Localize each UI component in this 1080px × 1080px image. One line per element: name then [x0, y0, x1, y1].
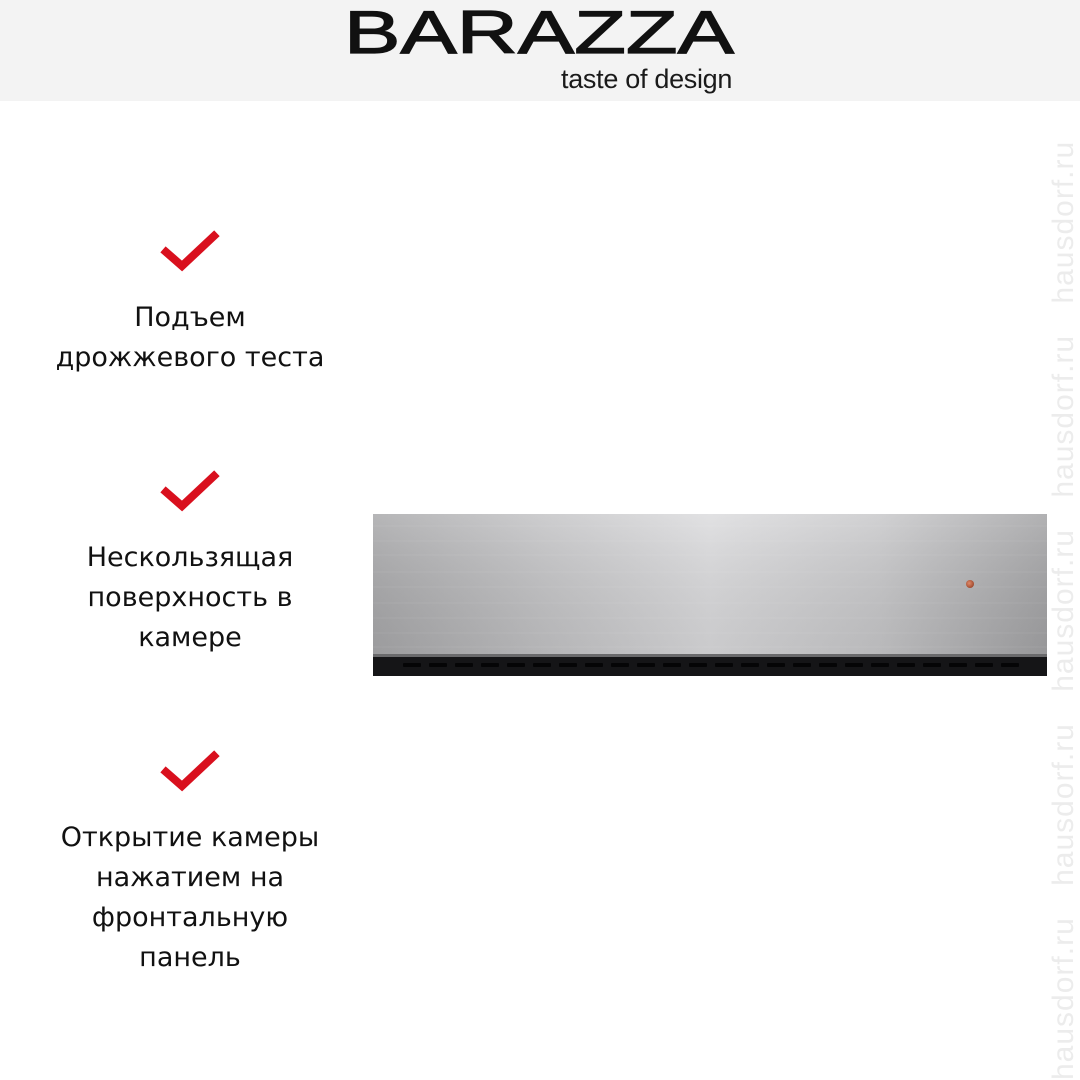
feature-line: Подъем — [134, 302, 246, 333]
feature-text — [30, 298, 350, 378]
watermark-text: hausdorf.ru — [1047, 529, 1080, 692]
header — [0, 0, 1080, 101]
warming-drawer-image — [373, 514, 1047, 676]
feature-push-to-open — [30, 750, 350, 978]
check-icon — [160, 750, 220, 794]
feature-line: камере — [138, 622, 242, 653]
feature-line: дрожжевого теста — [55, 342, 325, 373]
watermark-text: hausdorf.ru — [1047, 140, 1080, 304]
feature-line: панель — [139, 942, 241, 973]
feature-text — [30, 538, 350, 658]
check-icon — [160, 230, 220, 274]
logo-wordmark: BARAZZA — [344, 6, 734, 60]
feature-text — [30, 818, 350, 978]
feature-line: нажатием на — [95, 862, 285, 893]
drawer-bottom-vent-strip — [373, 657, 1047, 676]
feature-line: поверхность в — [87, 582, 293, 613]
feature-dough-proofing — [30, 230, 350, 378]
brand-tagline: taste of design — [561, 64, 733, 94]
check-icon — [160, 470, 220, 514]
watermark — [1047, 0, 1080, 1080]
feature-line: Нескользящая — [86, 542, 294, 573]
drawer-indicator-led — [966, 580, 974, 588]
watermark-text: hausdorf.ru — [1047, 917, 1080, 1080]
watermark-text: hausdorf.ru — [1047, 334, 1080, 498]
barazza-logo[interactable] — [344, 6, 736, 60]
watermark-text: hausdorf.ru — [1047, 723, 1080, 886]
feature-non-slip-surface — [30, 470, 350, 658]
feature-line: Открытие камеры — [60, 822, 320, 853]
feature-line: фронтальную — [91, 902, 289, 933]
